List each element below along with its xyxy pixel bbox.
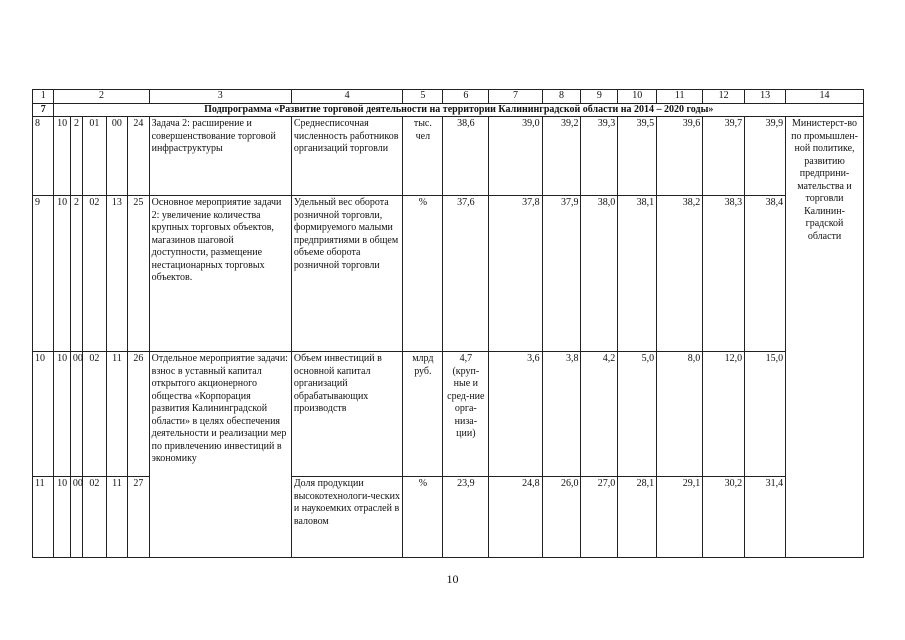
row-number: 10 <box>33 352 54 477</box>
code-cell: 11 <box>106 477 127 558</box>
unit-cell: % <box>403 477 443 558</box>
value-cell: 29,1 <box>657 477 703 558</box>
code-cell: 02 <box>83 477 107 558</box>
value-cell: 8,0 <box>657 352 703 477</box>
header-cell: 2 <box>54 90 149 104</box>
code-cell: 00 <box>70 477 82 558</box>
row-number: 8 <box>33 117 54 196</box>
value-cell: 3,8 <box>542 352 581 477</box>
subprogram-indicators-table <box>32 89 864 558</box>
code-cell: 26 <box>128 352 149 477</box>
header-cell: 3 <box>149 90 291 104</box>
code-cell: 27 <box>128 477 149 558</box>
header-cell: 10 <box>618 90 657 104</box>
code-cell: 11 <box>106 352 127 477</box>
code-cell: 24 <box>128 117 149 196</box>
unit-cell: тыс. чел <box>403 117 443 196</box>
measure-name: Основное мероприятие задачи 2: увеличение количества крупных торговых объектов, магазинов шаговой доступности, размещение нестационарных торговых объектов. <box>149 196 291 352</box>
value-cell: 28,1 <box>618 477 657 558</box>
value-cell: 15,0 <box>745 352 786 477</box>
table-row <box>33 196 864 352</box>
value-cell: 39,6 <box>657 117 703 196</box>
row-number: 9 <box>33 196 54 352</box>
value-cell: 5,0 <box>618 352 657 477</box>
value-cell: 39,9 <box>745 117 786 196</box>
code-cell: 13 <box>106 196 127 352</box>
code-cell: 01 <box>83 117 107 196</box>
value-cell: 37,6 <box>443 196 489 352</box>
indicator-name: Среднесписочная численность работников организаций торговли <box>291 117 403 196</box>
value-cell: 26,0 <box>542 477 581 558</box>
measure-name: Задача 2: расширение и совершенствование торговой инфраструктуры <box>149 117 291 196</box>
value-cell: 38,3 <box>703 196 745 352</box>
page-number: 10 <box>446 572 459 586</box>
value-cell: 38,1 <box>618 196 657 352</box>
code-cell: 10 <box>54 196 70 352</box>
value-cell: 39,5 <box>618 117 657 196</box>
value-cell: 38,0 <box>581 196 618 352</box>
table-row <box>33 117 864 196</box>
header-cell: 14 <box>786 90 864 104</box>
value-cell: 39,3 <box>581 117 618 196</box>
row-number: 11 <box>33 477 54 558</box>
value-cell: 37,9 <box>542 196 581 352</box>
code-cell: 2 <box>70 117 82 196</box>
value-cell: 30,2 <box>703 477 745 558</box>
value-cell: 31,4 <box>745 477 786 558</box>
code-cell: 00 <box>106 117 127 196</box>
indicator-name: Удельный вес оборота розничной торговли, формируемого малыми предприятиями в общем объеме оборота розничной торговли <box>291 196 403 352</box>
code-cell: 10 <box>54 117 70 196</box>
measure-name: Отдельное мероприятие задачи: взнос в уставный капитал открытого акционерного общества «Корпорация развития Калининградской области» в целях обеспечения деятельности и реализации мер по привлечению инвестиций в экономику <box>149 352 291 558</box>
header-cell: 12 <box>703 90 745 104</box>
value-cell: 4,2 <box>581 352 618 477</box>
header-cell: 9 <box>581 90 618 104</box>
header-cell: 5 <box>403 90 443 104</box>
code-cell: 00 <box>70 352 82 477</box>
value-cell: 4,7 (круп-ные и сред-ние орга-низа-ции) <box>443 352 489 477</box>
code-cell: 10 <box>54 352 70 477</box>
value-cell: 39,7 <box>703 117 745 196</box>
code-cell: 2 <box>70 196 82 352</box>
unit-cell: % <box>403 196 443 352</box>
indicator-name: Объем инвестиций в основной капитал организаций обрабатывающих производств <box>291 352 403 477</box>
value-cell: 38,6 <box>443 117 489 196</box>
subprogram-title: Подпрограмма «Развитие торговой деятельности на территории Калининградской области на 2014 – 2020 годы» <box>54 103 864 117</box>
value-cell: 38,2 <box>657 196 703 352</box>
header-cell: 6 <box>443 90 489 104</box>
code-cell: 02 <box>83 352 107 477</box>
value-cell: 27,0 <box>581 477 618 558</box>
header-cell: 13 <box>745 90 786 104</box>
unit-cell: млрд руб. <box>403 352 443 477</box>
table-row <box>33 352 864 477</box>
column-header-row <box>33 90 864 104</box>
indicator-name: Доля продукции высокотехнологи-ческих и наукоемких отраслей в валовом <box>291 477 403 558</box>
code-cell: 02 <box>83 196 107 352</box>
value-cell: 3,6 <box>489 352 542 477</box>
header-cell: 11 <box>657 90 703 104</box>
header-cell: 1 <box>33 90 54 104</box>
header-cell: 7 <box>489 90 542 104</box>
value-cell: 39,0 <box>489 117 542 196</box>
row-number: 7 <box>33 103 54 117</box>
value-cell: 12,0 <box>703 352 745 477</box>
responsible-executor: Министерст-во по промышлен-ной политике, развитию предприни-мательства и торговли Калинин-градской области <box>786 117 864 558</box>
value-cell: 23,9 <box>443 477 489 558</box>
value-cell: 24,8 <box>489 477 542 558</box>
value-cell: 38,4 <box>745 196 786 352</box>
header-cell: 8 <box>542 90 581 104</box>
value-cell: 37,8 <box>489 196 542 352</box>
code-cell: 10 <box>54 477 70 558</box>
subprogram-row <box>33 103 864 117</box>
header-cell: 4 <box>291 90 403 104</box>
value-cell: 39,2 <box>542 117 581 196</box>
code-cell: 25 <box>128 196 149 352</box>
